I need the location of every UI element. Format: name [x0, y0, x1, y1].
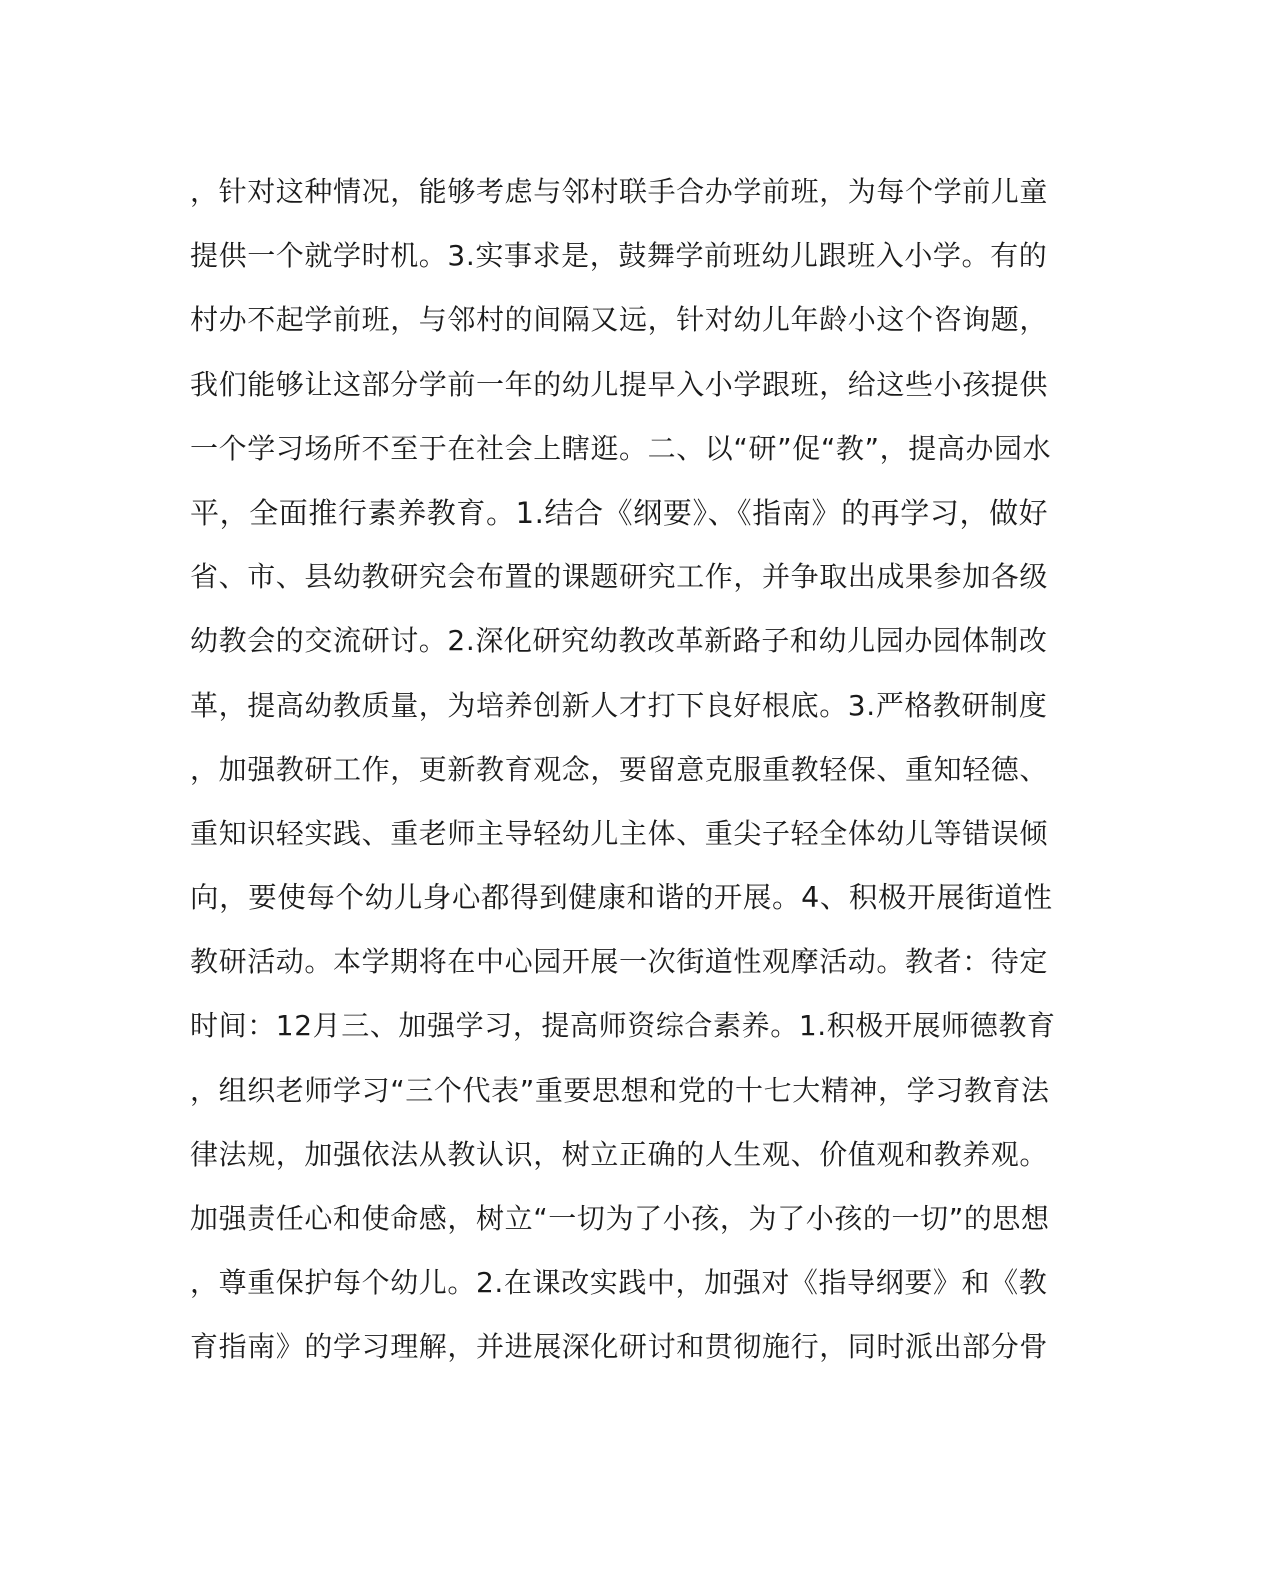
text-line: 育指南》的学习理解，并进展深化研讨和贯彻施行，同时派出部分骨	[190, 1330, 1049, 1364]
text-line: ，加强教研工作，更新教育观念，要留意克服重教轻保、重知轻德、	[190, 752, 1049, 786]
text-line: 教研活动。本学期将在中心园开展一次街道性观摩活动。教者：待定	[190, 945, 1049, 979]
text-line: ，针对这种情况，能够考虑与邻村联手合办学前班，为每个学前儿童	[190, 175, 1049, 208]
text-line: 我们能够让这部分学前一年的幼儿提早入小学跟班，给这些小孩提供	[190, 367, 1049, 401]
text-line: 律法规，加强依法从教认识，树立正确的人生观、价值观和教养观。	[190, 1137, 1049, 1171]
text-line: 一个学习场所不至于在社会上瞎逛。二、以“研”促“教”，提高办园水	[190, 431, 1052, 465]
text-line: 平，全面推行素养教育。1.结合《纲要》、《指南》的再学习，做好	[190, 495, 1049, 530]
text-line: 向，要使每个幼儿身心都得到健康和谐的开展。4、积极开展街道性	[190, 881, 1053, 915]
text-line: 村办不起学前班，与邻村的间隔又远，针对幼儿年龄小这个咨询题，	[190, 303, 1049, 337]
text-line: 革，提高幼教质量，为培养创新人才打下良好根底。3.严格教研制度	[190, 688, 1048, 722]
document-body	[190, 160, 1060, 1380]
text-line: ，组织老师学习“三个代表”重要思想和党的十七大精神，学习教育法	[190, 1073, 1050, 1107]
text-line: 省、市、县幼教研究会布置的课题研究工作，并争取出成果参加各级	[190, 560, 1049, 594]
text-line: 加强责任心和使命感，树立“一切为了小孩，为了小孩的一切”的思想	[190, 1202, 1050, 1235]
text-line: 时间：12月三、加强学习，提高师资综合素养。1.积极开展师德教育	[190, 1009, 1056, 1043]
text-line: 提供一个就学时机。3.实事求是，鼓舞学前班幼儿跟班入小学。有的	[190, 239, 1048, 273]
text-line: ，尊重保护每个幼儿。2.在课改实践中，加强对《指导纲要》和《教	[190, 1266, 1048, 1300]
text-line: 幼教会的交流研讨。2.深化研究幼教改革新路子和幼儿园办园体制改	[190, 624, 1048, 658]
text-line: 重知识轻实践、重老师主导轻幼儿主体、重尖子轻全体幼儿等错误倾	[190, 816, 1049, 850]
